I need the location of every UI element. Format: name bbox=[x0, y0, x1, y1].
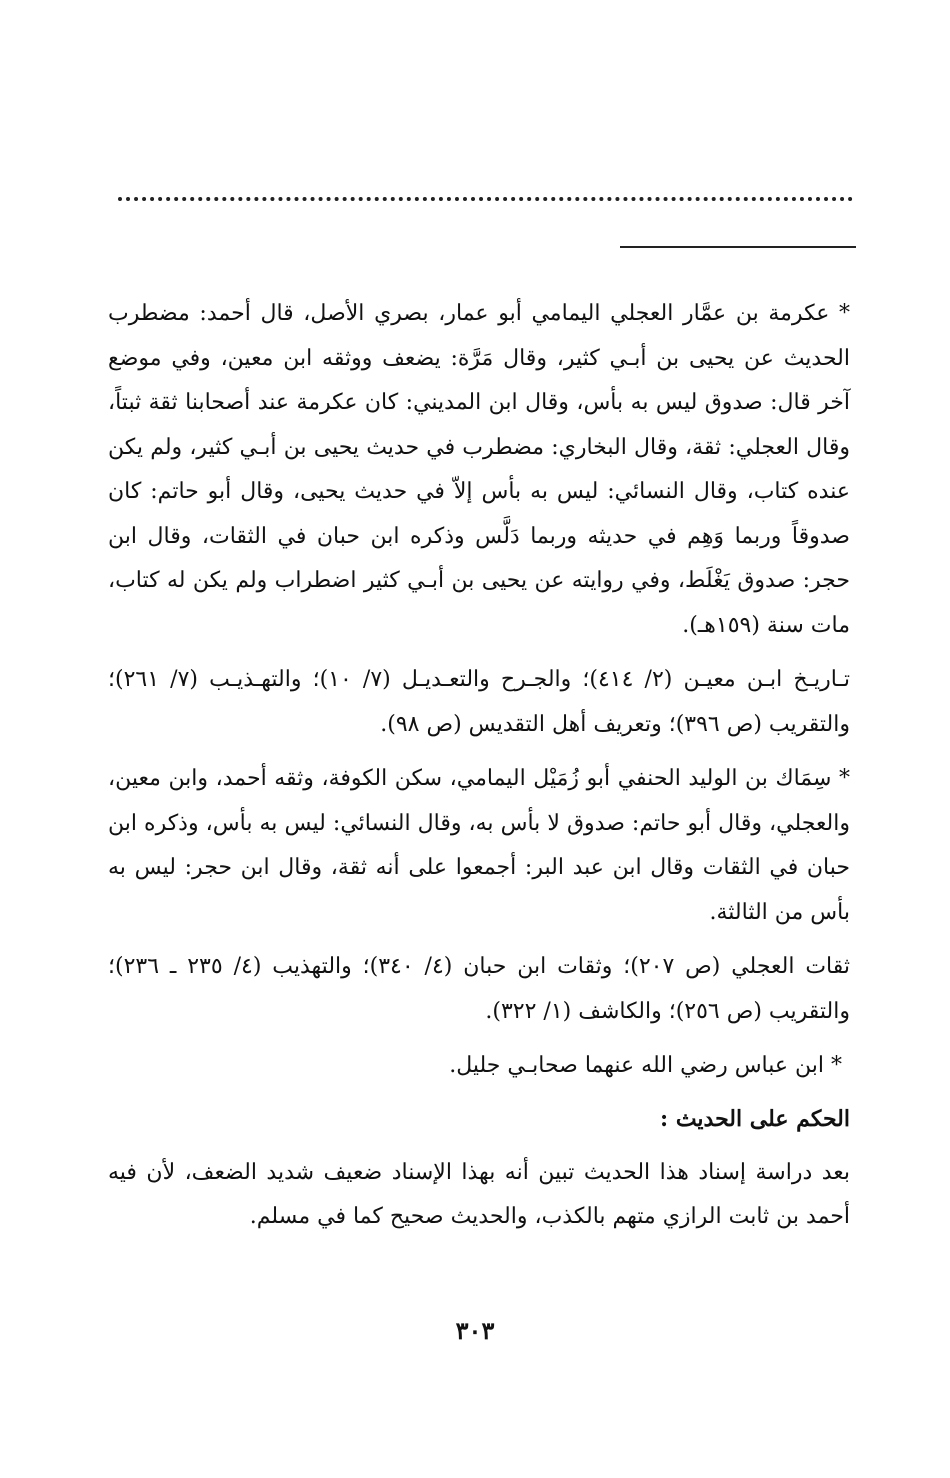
narrator-entry-ibn-abbas: * ابن عباس رضي الله عنهما صحابـي جليل. bbox=[449, 1053, 842, 1078]
references-ikrima: تـاريـخ ابـن معيـن (٢/ ٤١٤)؛ والجـرح والتعـديـل (٧/ ١٠)؛ والتهـذيـب (٧/ ٢٦١)؛ والتقريب (ص ٣٩٦)؛ وتعريف أهل التقديس (ص ٩٨). bbox=[108, 667, 851, 737]
footnote-rule bbox=[620, 246, 856, 248]
references-simak: ثقات العجلي (ص ٢٠٧)؛ وثقات ابن حبان (٤/ ٣٤٠)؛ والتهذيب (٤/ ٢٣٥ ـ ٢٣٦)؛ والتقريب (ص ٢٥٦)؛ والكاشف (١/ ٣٢٢). bbox=[108, 954, 851, 1024]
dotted-separator bbox=[118, 197, 853, 201]
section-heading: الحكم على الحديث : bbox=[660, 1105, 850, 1132]
page-number: ٣٠٣ bbox=[455, 1316, 495, 1345]
narrator-entry-ikrima: * عكرمة بن عمَّار العجلي اليمامي أبو عمار، بصري الأصل، قال أحمد: مضطرب الحديث عن يحيى بن أبـي كثير، وقال مَرَّة: يضعف ووثقه ابن معين، وفي موضع آخر قال: صدوق ليس به بأس، وقال ابن المديني: كان عكرمة عند أصحابنا ثقة ثبتاً، وقال العجلي: ثقة، وقال البخاري: مضطرب في حديث يحيى بن أبـي كثير، ولم يكن عنده كتاب، وقال النسائي: ليس به بأس إلاّ في حديث يحيى، وقال أبو حاتم: كان صدوقاً وربما وَهِم في حديثه وربما دَلَّس وذكره ابن حبان في الثقات، وقال ابن حجر: صدوق يَغْلَط، وفي روايته عن يحيى بن أبـي كثير اضطراب ولم يكن له كتاب، مات سنة (١٥٩هـ). bbox=[108, 301, 850, 638]
conclusion-paragraph: بعد دراسة إسناد هذا الحديث تبين أنه بهذا الإسناد ضعيف شديد الضعف، لأن فيه أحمد بن ثابت الرازي متهم بالكذب، والحديث صحيح كما في مسلم. bbox=[108, 1159, 850, 1229]
narrator-entry-simak: * سِمَاك بن الوليد الحنفي أبو زُمَيْل اليمامي، سكن الكوفة، وثقه أحمد، وابن معين، والعجلي، وقال أبو حاتم: صدوق لا بأس به، وقال النسائي: ليس به بأس، وذكره ابن حبان في الثقات وقال ابن عبد البر: أجمعوا على أنه ثقة، وقال ابن حجر: ليس به بأس من الثالثة. bbox=[108, 766, 850, 925]
page-body bbox=[108, 292, 850, 1240]
